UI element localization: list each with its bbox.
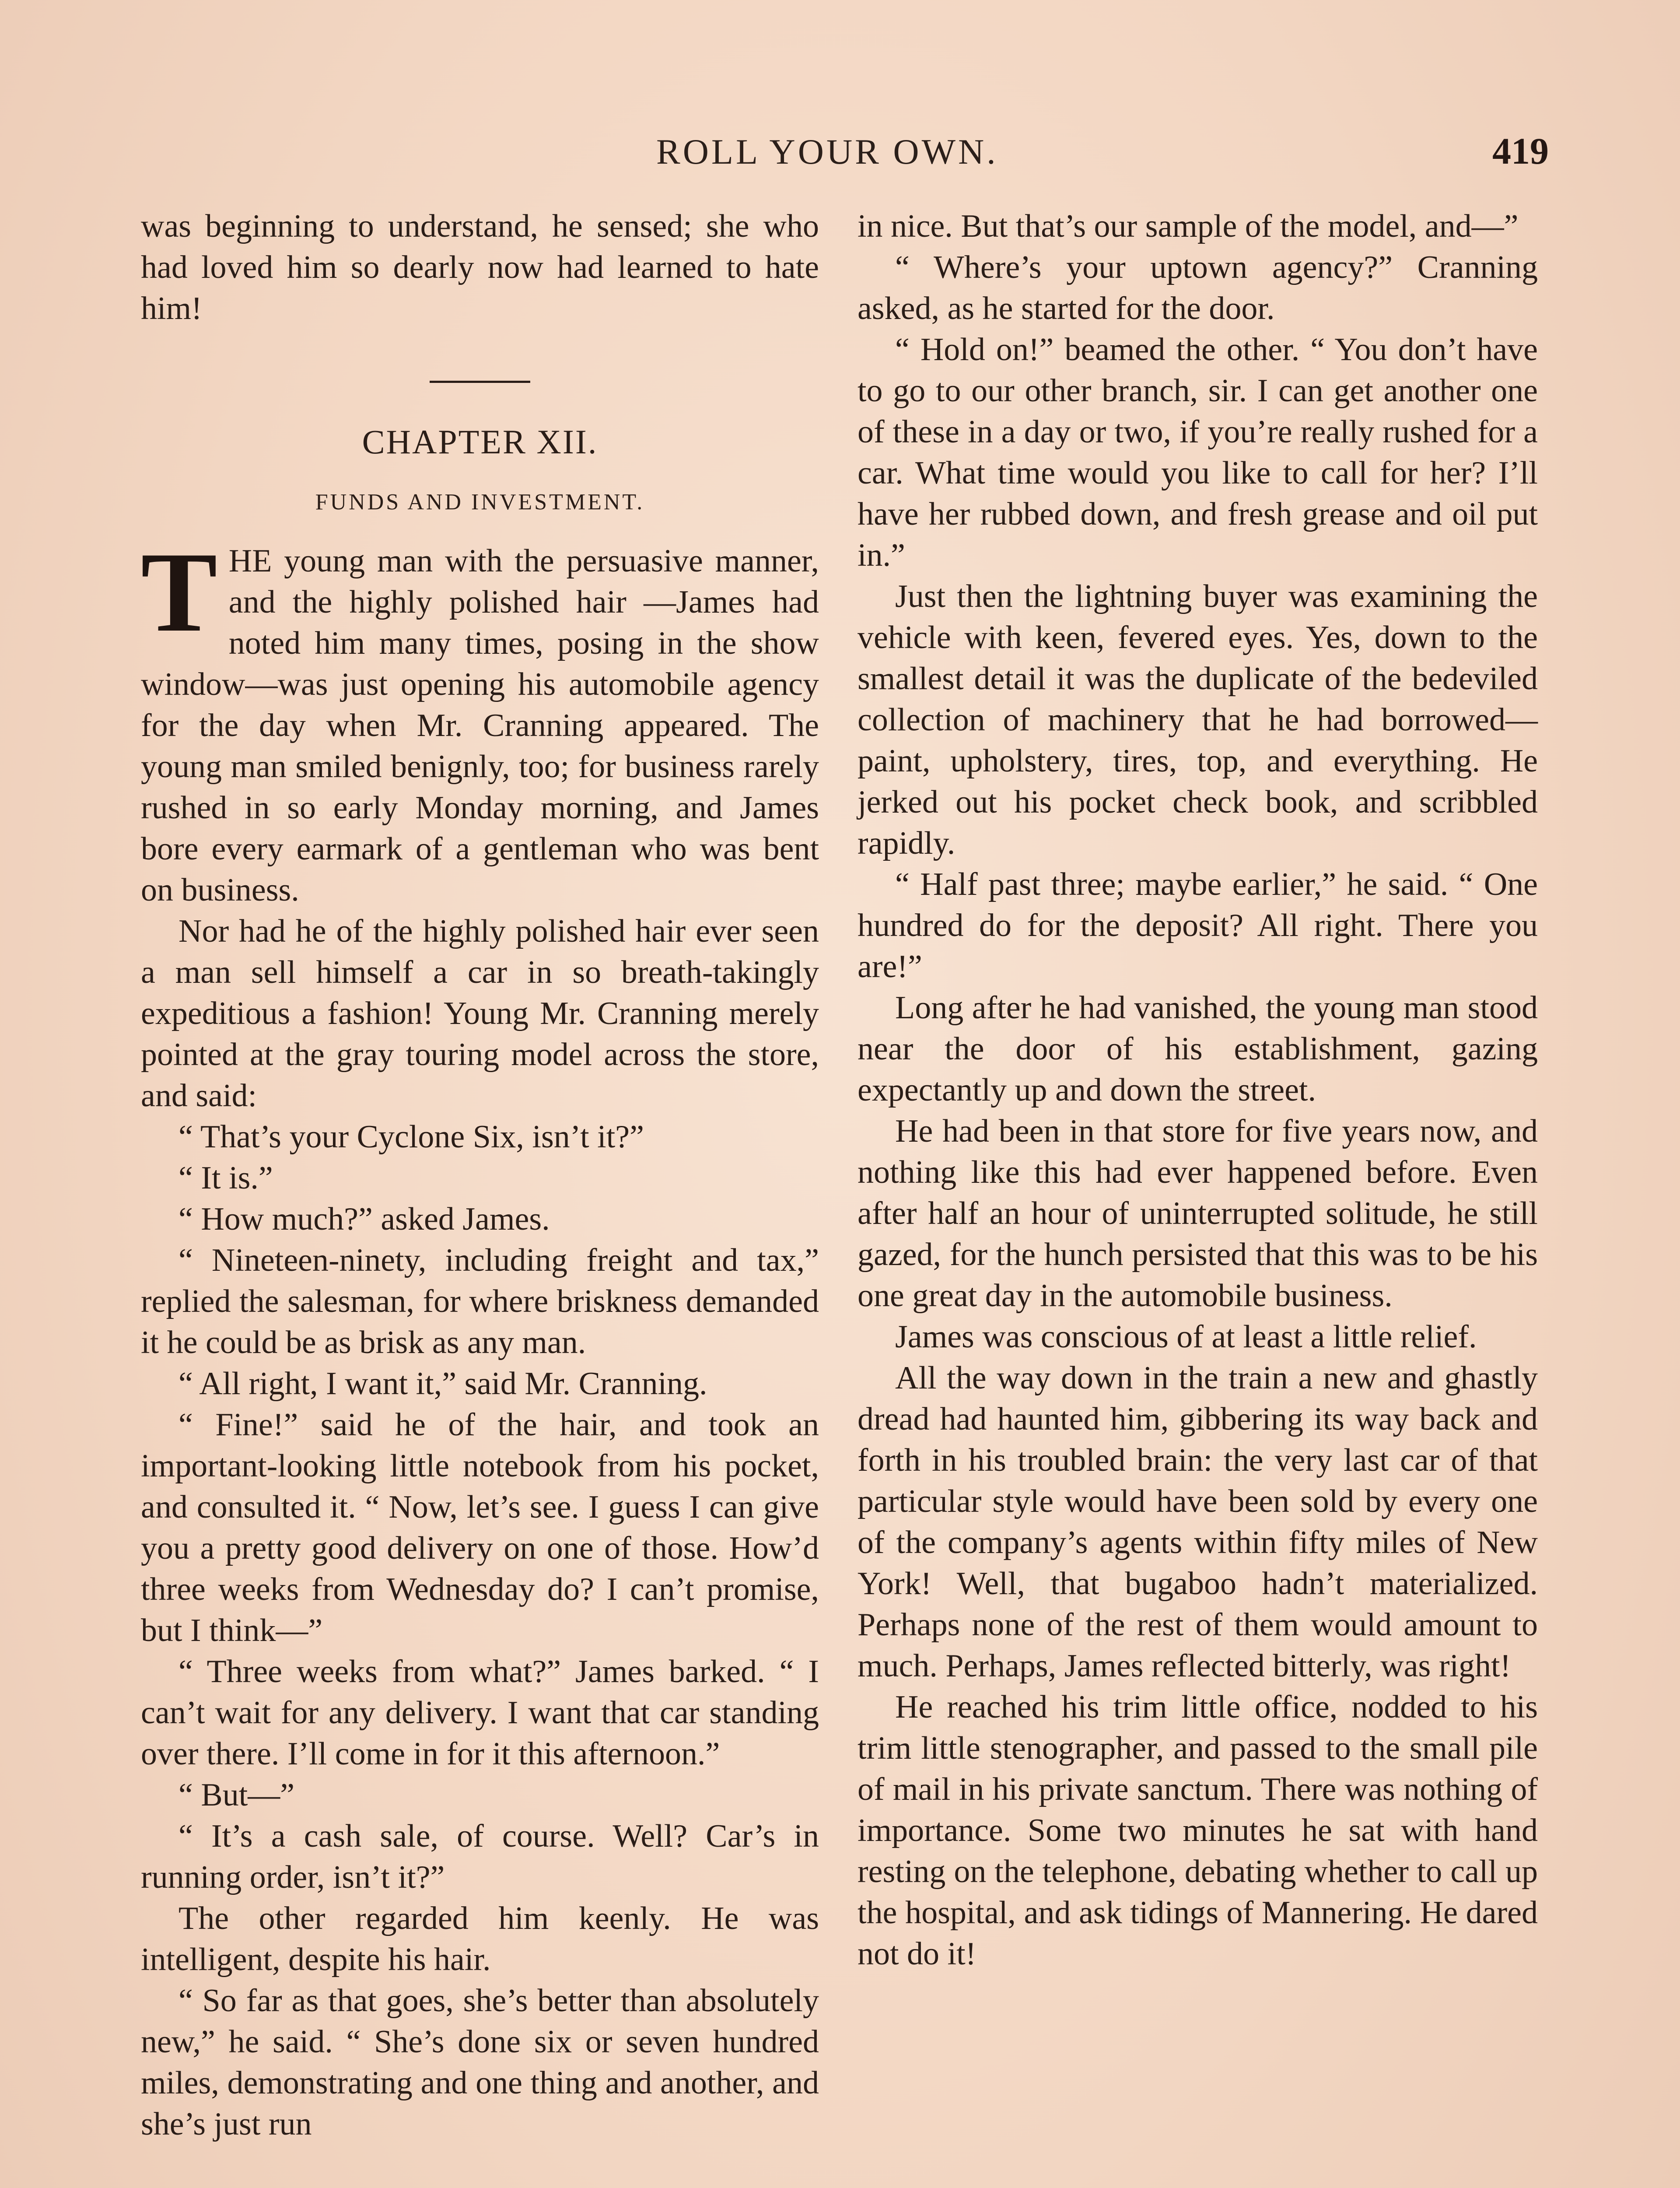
paragraph: He reached his trim little office, nodded to his trim little stenographer, and passed to the small pile of mail in his private sanctum. There was nothing of importance. Some two minutes he sat with hand resting on the telephone, debating whether to call up the hospital, and ask tidings of Mannering. He dared not do it! — [858, 1689, 1538, 1972]
paragraph: Just then the lightning buyer was examining the vehicle with keen, fevered eyes. Yes, down to the smallest detail it was the duplicate of the bedeviled collection of machinery that he had borrowed— paint, upholstery, tires, top, and everything. He jerked out his pocket check book, and scribbled rapidly. — [858, 579, 1538, 861]
paragraph: “ But—” — [178, 1777, 295, 1813]
opening-paragraph — [141, 529, 819, 911]
paragraph: “ How much?” asked James. — [178, 1201, 550, 1237]
paragraph: “ Half past three; maybe earlier,” he said. “ One hundred do for the deposit? All right. There you are!” — [858, 866, 1538, 985]
paragraph: He had been in that store for five years now, and nothing like this had ever happened before. Even after half an hour of uninterrupted solitude, he still gazed, for the hunch persisted that this was to be his one great day in the automobile business. — [858, 1113, 1538, 1314]
page-number: 419 — [1492, 130, 1549, 172]
paragraph: was beginning to understand, he sensed; she who had loved him so dearly now had learned to hate him! — [141, 208, 819, 326]
chapter-title: CHAPTER XII. — [362, 423, 598, 461]
paragraph: Long after he had vanished, the young man stood near the door of his establishment, gazing expectantly up and down the street. — [858, 990, 1538, 1108]
paragraph: “ It’s a cash sale, of course. Well? Car’s in running order, isn’t it?” — [141, 1818, 819, 1895]
opening-text: HE young man with the persuasive manner, and the highly polished hair —James had noted him many times, posing in the show window—was just opening his automobile agency for the day when Mr. Cranning appeared. The young man smiled benignly, too; for business rarely rushed in so early Monday morning, and James bore every earmark of a gentleman who was bent on business. — [141, 543, 819, 908]
paragraph: All the way down in the train a new and ghastly dread had haunted him, gibbering its way back and forth in his troubled brain: the very last car of that particular style would have been sold by every one of the company’s agents within fifty miles of New York! Well, that bugaboo hadn’t materialized. Perhaps none of the rest of them would amount to much. Perhaps, James reflected bitterly, was right! — [858, 1360, 1538, 1684]
drop-cap: T — [141, 529, 217, 656]
paragraph: in nice. But that’s our sample of the model, and—” — [858, 208, 1519, 244]
paragraph: “ It is.” — [178, 1160, 273, 1196]
paragraph: “ All right, I want it,” said Mr. Cranning. — [178, 1366, 707, 1402]
paragraph: “ Three weeks from what?” James barked. “ I can’t wait for any delivery. I want that car standing over there. I’ll come in for it this afternoon.” — [141, 1654, 819, 1772]
paragraph: “ Fine!” said he of the hair, and took an important-looking little notebook from his pocket, and consulted it. “ Now, let’s see. I guess I can give you a pretty good delivery on one of those. How’d three weeks from Wednesday do? I can’t promise, but I think—” — [141, 1407, 819, 1648]
paragraph: “ That’s your Cyclone Six, isn’t it?” — [178, 1119, 644, 1155]
right-column — [858, 206, 1538, 1974]
paragraph: “ Nineteen-ninety, including freight and tax,” replied the salesman, for where briskness demanded it he could be as brisk as any man. — [141, 1242, 819, 1360]
paragraph: “ Where’s your uptown agency?” Cranning asked, as he started for the door. — [858, 249, 1538, 326]
paragraph: Nor had he of the highly polished hair ever seen a man sell himself a car in so breath-takingly expeditious a fashion! Young Mr. Cranning merely pointed at the gray touring model across the store, and said: — [141, 913, 819, 1114]
paragraph: “ So far as that goes, she’s better than absolutely new,” he said. “ She’s done six or seven hundred miles, demonstrating and one thing and another, and she’s just run — [141, 1983, 819, 2142]
chapter-subtitle: FUNDS AND INVESTMENT. — [315, 490, 645, 515]
section-divider — [430, 381, 530, 383]
running-head: ROLL YOUR OWN. — [656, 132, 998, 172]
paragraph: James was conscious of at least a little relief. — [895, 1319, 1477, 1355]
paragraph: “ Hold on!” beamed the other. “ You don’t have to go to our other branch, sir. I can get another one of these in a day or two, if you’re really rushed for a car. What time would you like to call for her? I’ll have her rubbed down, and fresh grease and oil put in.” — [858, 332, 1538, 573]
left-column — [141, 206, 819, 2145]
paragraph: The other regarded him keenly. He was intelligent, despite his hair. — [141, 1900, 819, 1978]
